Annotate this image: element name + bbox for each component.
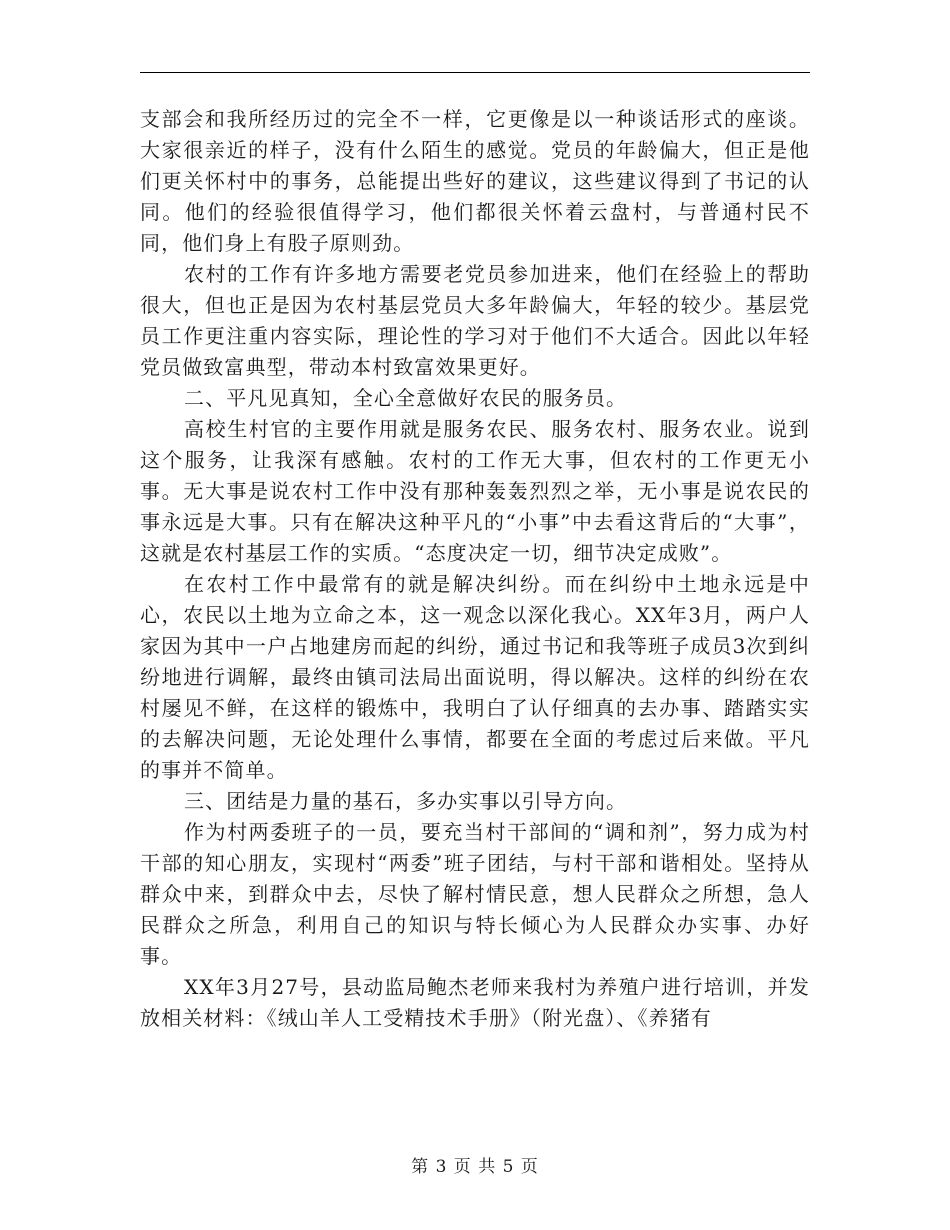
paragraph-5: 作为村两委班子的一员，要充当村干部间的“调和剂”，努力成为村干部的知心朋友，实现村“两委”班子团结，与村干部和谐相处。坚持从群众中来，到群众中去，尽快了解村情民意，想人民群众之所想，急人民群众之所急，利用自己的知识与特长倾心为人民群众办实事、办好事。: [140, 820, 810, 968]
paragraph-2: 农村的工作有许多地方需要老党员参加进来，他们在经验上的帮助很大，但也正是因为农村基层党员大多年龄偏大，年轻的较少。基层党员工作更注重内容实际，理论性的学习对于他们不大适合。因此以年轻党员做致富典型，带动本村致富效果更好。: [140, 262, 810, 379]
paragraph-4: 在农村工作中最常有的就是解决纠纷。而在纠纷中土地永远是中心，农民以土地为立命之本，这一观念以深化我心。XX年3月，两户人家因为其中一户占地建房而起的纠纷，通过书记和我等班子成员3次到纠纷地进行调解，最终由镇司法局出面说明，得以解决。这样的纠纷在农村屡见不鲜，在这样的锻炼中，我明白了认仔细真的去办事、踏踏实实的去解决问题，无论处理什么事情，都要在全面的考虑过后来做。平凡的事并不简单。: [140, 572, 810, 782]
paragraph-6: XX年3月27号，县动监局鲍杰老师来我村为养殖户进行培训，并发放相关材料：《绒山羊人工受精技术手册》（附光盘）、《养猪有: [140, 975, 810, 1030]
header-rule: [140, 72, 810, 73]
section-heading-2: 二、平凡见真知，全心全意做好农民的服务员。: [184, 386, 628, 410]
paragraph-3: 高校生村官的主要作用就是服务农民、服务农村、服务农业。说到这个服务，让我深有感触。农村的工作无大事，但农村的工作更无小事。无大事是说农村工作中没有那种轰轰烈烈之举，无小事是说农民的事永远是大事。只有在解决这种平凡的“小事”中去看这背后的“大事”，这就是农村基层工作的实质。“态度决定一切，细节决定成败”。: [140, 417, 810, 565]
page-body: [140, 104, 810, 1034]
paragraph-1: 支部会和我所经历过的完全不一样，它更像是以一种谈话形式的座谈。大家很亲近的样子，没有什么陌生的感觉。党员的年龄偏大，但正是他们更关怀村中的事务，总能提出些好的建议，这些建议得到了书记的认同。他们的经验很值得学习，他们都很关怀着云盘村，与普通村民不同，他们身上有股子原则劲。: [140, 107, 810, 255]
page-number-label: 第 3 页 共 5 页: [411, 1157, 539, 1177]
page-footer: [0, 1152, 950, 1177]
section-heading-3: 三、团结是力量的基石，多办实事以引导方向。: [184, 789, 628, 813]
